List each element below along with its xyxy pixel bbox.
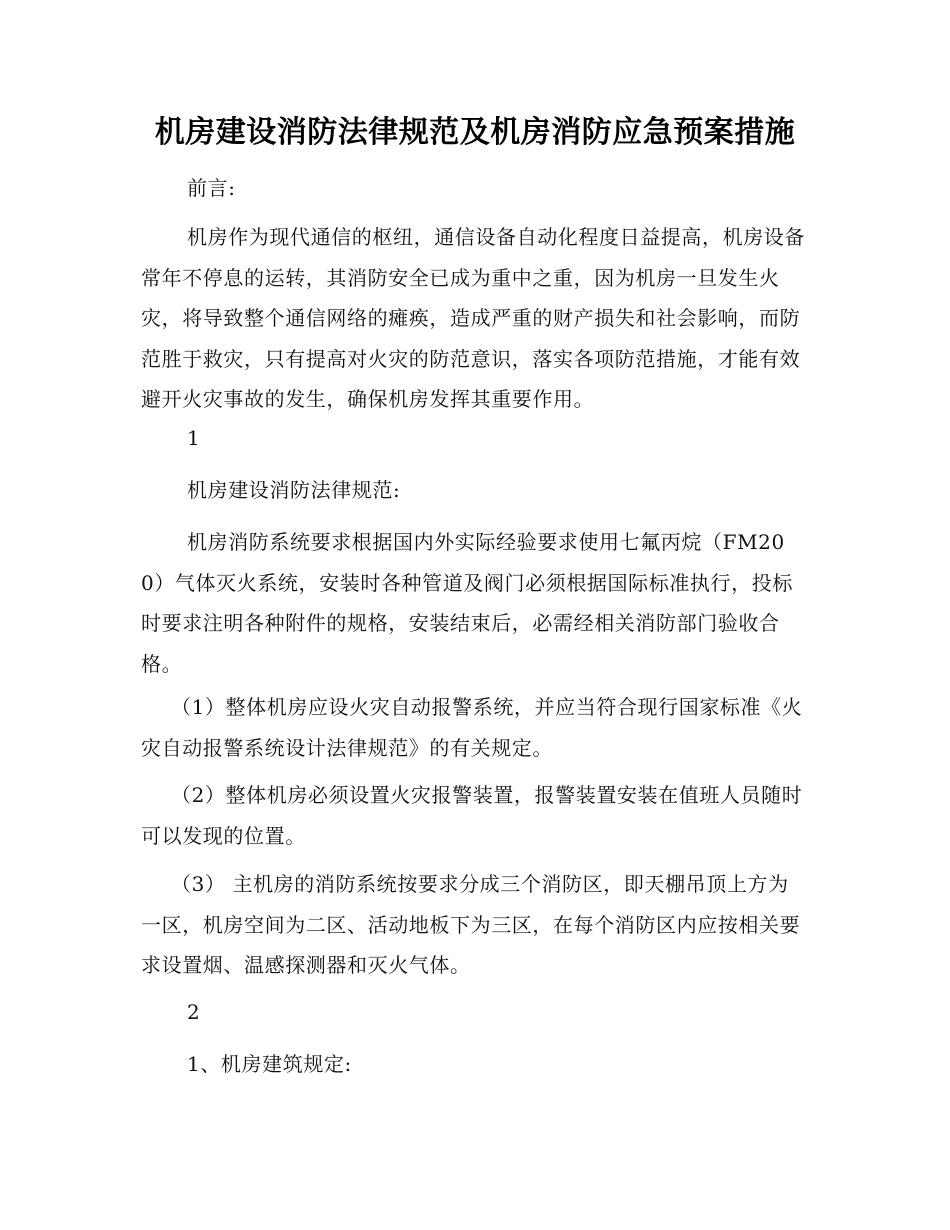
list-item-3: （3） 主机房的消防系统按要求分成三个消防区，即天棚吊顶上方为一区，机房空间为二区、活动地板下为三区，在每个消防区内应按相关要求设置烟、温感探测器和灭火气体。 [141,872,801,977]
list-item-1: （1）整体机房应设火灾自动报警系统，并应当符合现行国家标准《火灾自动报警系统设计法律规范》的有关规定。 [141,695,803,760]
section-heading-building: 1、机房建筑规定: [187,1052,352,1076]
preface-label: 前言: [187,176,236,200]
section-number-2: 2 [187,1000,201,1024]
document-title: 机房建设消防法律规范及机房消防应急预案措施 [154,115,796,150]
list-item-2: （2）整体机房必须设置火灾报警装置，报警装置安装在值班人员随时可以发现的位置。 [141,783,803,848]
preface-paragraph: 机房作为现代通信的枢纽，通信设备自动化程度日益提高，机房设备常年不停息的运转，其消防安全已成为重中之重，因为机房一旦发生火灾，将导致整个通信网络的瘫痪，造成严重的财产损失和社会影响，而防范胜于救灾，只有提高对火灾的防范意识，落实各项防范措施，才能有效避开火灾事故的发生，确保机房发挥其重要作用。 [141,225,805,411]
fire-system-paragraph: 机房消防系统要求根据国内外实际经验要求使用七氟丙烷（FM200）气体灭火系统，安装时各种管道及阀门必须根据国际标准执行，投标时要求注明各种附件的规格，安装结束后，必需经相关消防部门验收合格。 [141,530,793,676]
section-number-1: 1 [187,426,201,450]
section-heading-fire-code: 机房建设消防法律规范: [187,478,401,502]
